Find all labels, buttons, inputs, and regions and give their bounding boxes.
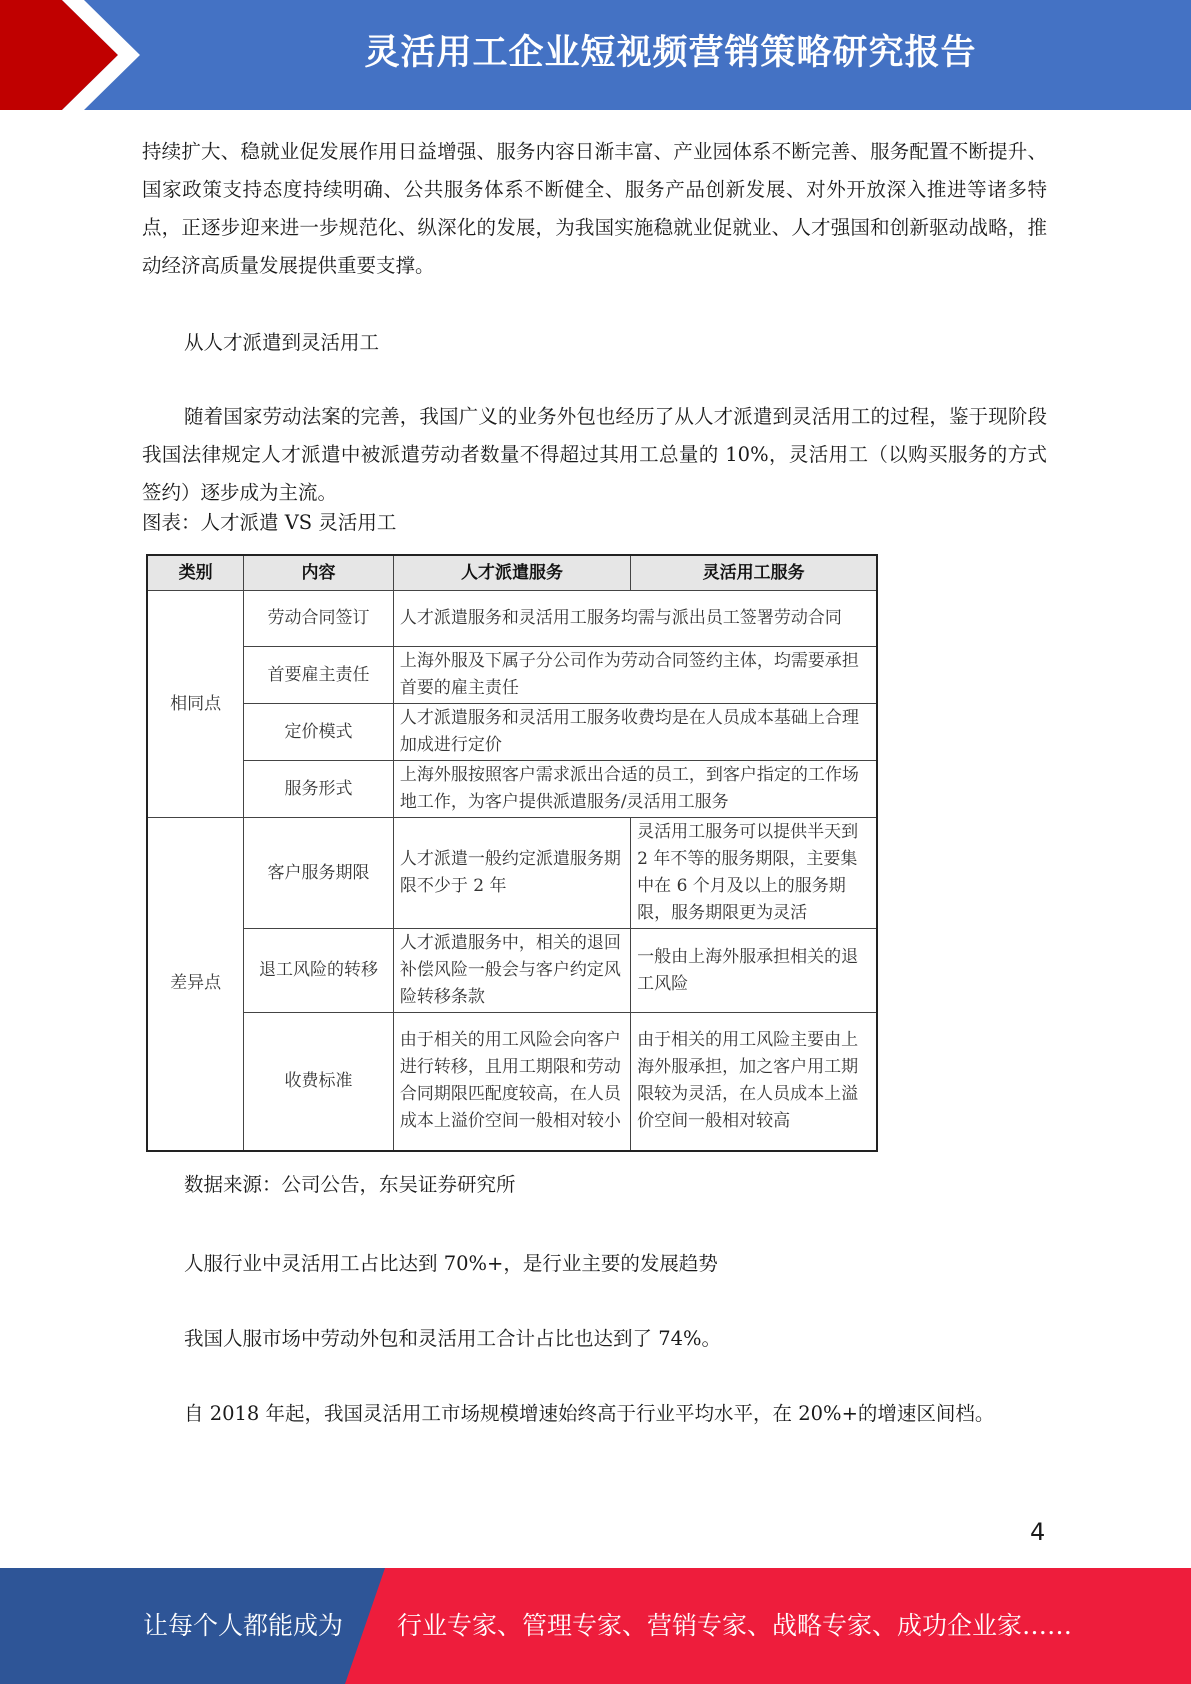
group-same-cell: 相同点 <box>147 591 244 818</box>
point-text: 自 2018 年起，我国灵活用工市场规模增速始终高于行业平均水平，在 20%+的增速区间档。 <box>184 1402 995 1425</box>
item-cell: 首要雇主责任 <box>244 647 394 704</box>
item-cell: 客户服务期限 <box>244 818 394 929</box>
header-category: 类别 <box>147 555 244 591</box>
item-cell: 收费标准 <box>244 1013 394 1151</box>
page-footer <box>0 1568 1191 1684</box>
merged-cell: 人才派遣服务和灵活用工服务均需与派出员工签署劳动合同 <box>393 591 877 647</box>
header-content: 内容 <box>244 555 394 591</box>
data-source: 数据来源：公司公告，东吴证券研究所 <box>184 1173 516 1196</box>
point-block <box>142 1245 1047 1283</box>
merged-cell: 人才派遣服务和灵活用工服务收费均是在人员成本基础上合理加成进行定价 <box>393 704 877 761</box>
dispatch-cell: 由于相关的用工风险会向客户进行转移，且用工期限和劳动合同期限匹配度较高，在人员成本上溢价空间一般相对较小 <box>393 1013 630 1151</box>
table-caption: 图表：人才派遣 VS 灵活用工 <box>142 511 397 534</box>
paragraph-text: 随着国家劳动法案的完善，我国广义的业务外包也经历了从人才派遣到灵活用工的过程，鉴于现阶段我国法律规定人才派遣中被派遣劳动者数量不得超过其用工总量的 10%，灵活用工（以购买服务的方式签约）逐步成为主流。 <box>142 405 1047 504</box>
table-row <box>147 647 877 704</box>
header-dispatch: 人才派遣服务 <box>393 555 630 591</box>
item-cell: 劳动合同签订 <box>244 591 394 647</box>
flex-cell: 一般由上海外服承担相关的退工风险 <box>631 929 877 1013</box>
footer-slogan-right: 行业专家、管理专家、营销专家、战略专家、成功企业家…… <box>397 1611 1073 1640</box>
table-row <box>147 591 877 647</box>
comparison-table <box>146 554 878 1152</box>
point-block <box>142 1395 1047 1433</box>
subheading: 从人才派遣到灵活用工 <box>184 331 380 354</box>
table-header-row <box>147 555 877 591</box>
paragraph-text: 持续扩大、稳就业促发展作用日益增强、服务内容日渐丰富、产业园体系不断完善、服务配置不断提升、国家政策支持态度持续明确、公共服务体系不断健全、服务产品创新发展、对外开放深入推进等诸多特点，正逐步迎来进一步规范化、纵深化的发展，为我国实施稳就业促就业、人才强国和创新驱动战略，推动经济高质量发展提供重要支撑。 <box>142 140 1047 277</box>
page-number: 4 <box>1030 1518 1046 1546</box>
table-row <box>147 761 877 818</box>
item-cell: 服务形式 <box>244 761 394 818</box>
item-cell: 退工风险的转移 <box>244 929 394 1013</box>
flex-cell: 由于相关的用工风险主要由上海外服承担，加之客户用工期限较为灵活，在人员成本上溢价空间一般相对较高 <box>631 1013 877 1151</box>
policy-paragraph <box>142 398 1047 512</box>
intro-paragraph <box>142 133 1047 285</box>
merged-cell: 上海外服按照客户需求派出合适的员工，到客户指定的工作场地工作，为客户提供派遣服务/灵活用工服务 <box>393 761 877 818</box>
header-title: 灵活用工企业短视频营销策略研究报告 <box>364 33 977 73</box>
page-header <box>0 0 1191 110</box>
subheading-block <box>142 324 1047 362</box>
group-diff-cell: 差异点 <box>147 818 244 1151</box>
item-cell: 定价模式 <box>244 704 394 761</box>
flex-cell: 灵活用工服务可以提供半天到 2 年不等的服务期限，主要集中在 6 个月及以上的服务期限，服务期限更为灵活 <box>631 818 877 929</box>
footer-slogan-left: 让每个人都能成为 <box>143 1611 344 1640</box>
table-row <box>147 818 877 929</box>
point-block <box>142 1320 1047 1358</box>
dispatch-cell: 人才派遣服务中，相关的退回补偿风险一般会与客户约定风险转移条款 <box>393 929 630 1013</box>
header-flex: 灵活用工服务 <box>631 555 877 591</box>
table-row <box>147 704 877 761</box>
header-arrow-decoration <box>0 0 160 110</box>
dispatch-cell: 人才派遣一般约定派遣服务期限不少于 2 年 <box>393 818 630 929</box>
merged-cell: 上海外服及下属子分公司作为劳动合同签约主体，均需要承担首要的雇主责任 <box>393 647 877 704</box>
point-text: 我国人服市场中劳动外包和灵活用工合计占比也达到了 74%。 <box>184 1327 722 1350</box>
point-text: 人服行业中灵活用工占比达到 70%+，是行业主要的发展趋势 <box>184 1252 718 1275</box>
table-row <box>147 929 877 1013</box>
table-row <box>147 1013 877 1151</box>
